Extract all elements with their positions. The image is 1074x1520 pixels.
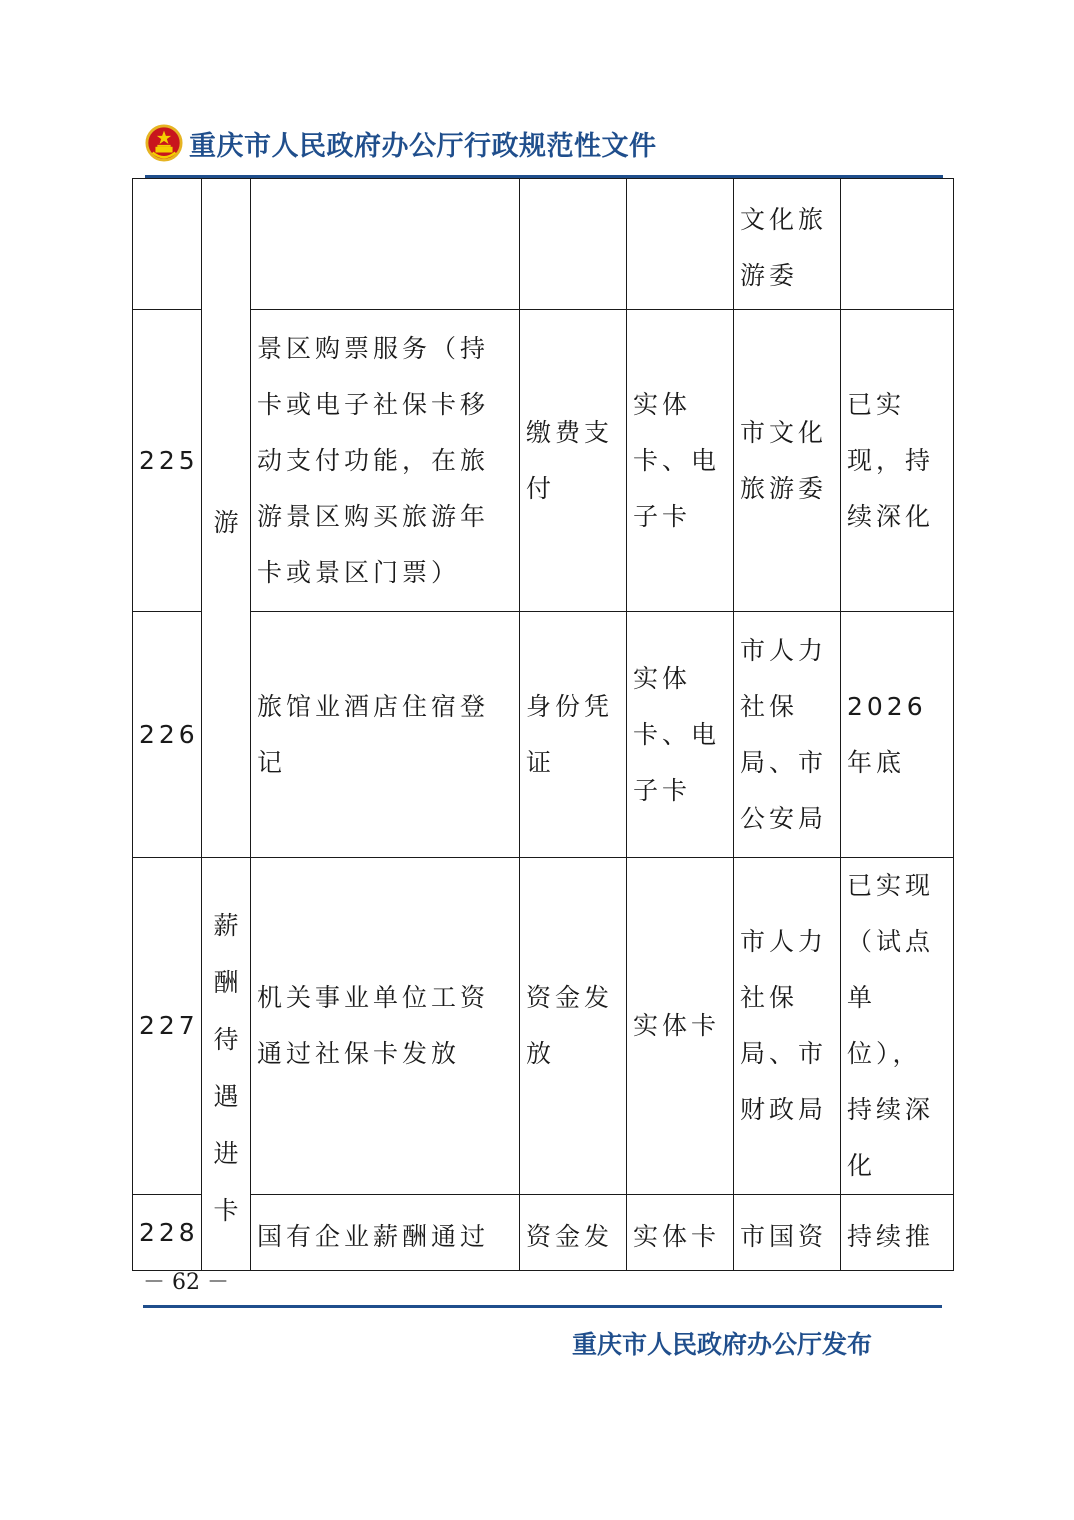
item-cell (251, 179, 520, 310)
publisher-label: 重庆市人民政府办公厅发布 (572, 1330, 873, 1359)
dept-cell: 文化旅游委 (734, 179, 841, 310)
item-cell: 机关事业单位工资通过社保卡发放 (251, 858, 520, 1195)
services-table (132, 178, 954, 1271)
category-cell (202, 179, 251, 858)
dept-cell: 市文化旅游委 (734, 310, 841, 612)
item-cell: 旅馆业酒店住宿登记 (251, 612, 520, 858)
category-cell (202, 858, 251, 1271)
row-number: 225 (133, 310, 202, 612)
card-cell: 实体卡 (627, 1195, 734, 1271)
document-header (145, 118, 657, 168)
national-emblem-icon (145, 124, 183, 162)
dept-cell: 市人力社保局、市财政局 (734, 858, 841, 1195)
table-row (133, 179, 954, 310)
card-cell: 实体卡、电子卡 (627, 612, 734, 858)
header-title: 重庆市人民政府办公厅行政规范性文件 (189, 130, 657, 162)
type-cell: 缴费支付 (520, 310, 627, 612)
table-row (133, 612, 954, 858)
row-number: 227 (133, 858, 202, 1195)
category-label: 薪酬待遇进卡 (213, 911, 243, 1225)
type-cell: 资金发 (520, 1195, 627, 1271)
status-cell: 已实现（试点单位），持续深化 (841, 858, 954, 1195)
card-cell (627, 179, 734, 310)
row-number (133, 179, 202, 310)
type-cell: 身份凭证 (520, 612, 627, 858)
status-cell: 持续推 (841, 1195, 954, 1271)
category-label: 游 (213, 507, 243, 537)
table-row (133, 310, 954, 612)
status-cell: 2026年底 (841, 612, 954, 858)
row-number: 228 (133, 1195, 202, 1271)
item-cell: 景区购票服务（持卡或电子社保卡移动支付功能，在旅游景区购买旅游年卡或景区门票） (251, 310, 520, 612)
status-cell: 已实现，持续深化 (841, 310, 954, 612)
type-cell: 资金发放 (520, 858, 627, 1195)
dept-cell: 市国资 (734, 1195, 841, 1271)
card-cell: 实体卡 (627, 858, 734, 1195)
page-number: － 62 － (143, 1270, 229, 1295)
row-number: 226 (133, 612, 202, 858)
dept-cell: 市人力社保局、市公安局 (734, 612, 841, 858)
item-cell: 国有企业薪酬通过 (251, 1195, 520, 1271)
table-row (133, 1195, 954, 1271)
card-cell: 实体卡、电子卡 (627, 310, 734, 612)
status-cell (841, 179, 954, 310)
type-cell (520, 179, 627, 310)
footer-divider (143, 1305, 942, 1308)
table-row (133, 858, 954, 1195)
